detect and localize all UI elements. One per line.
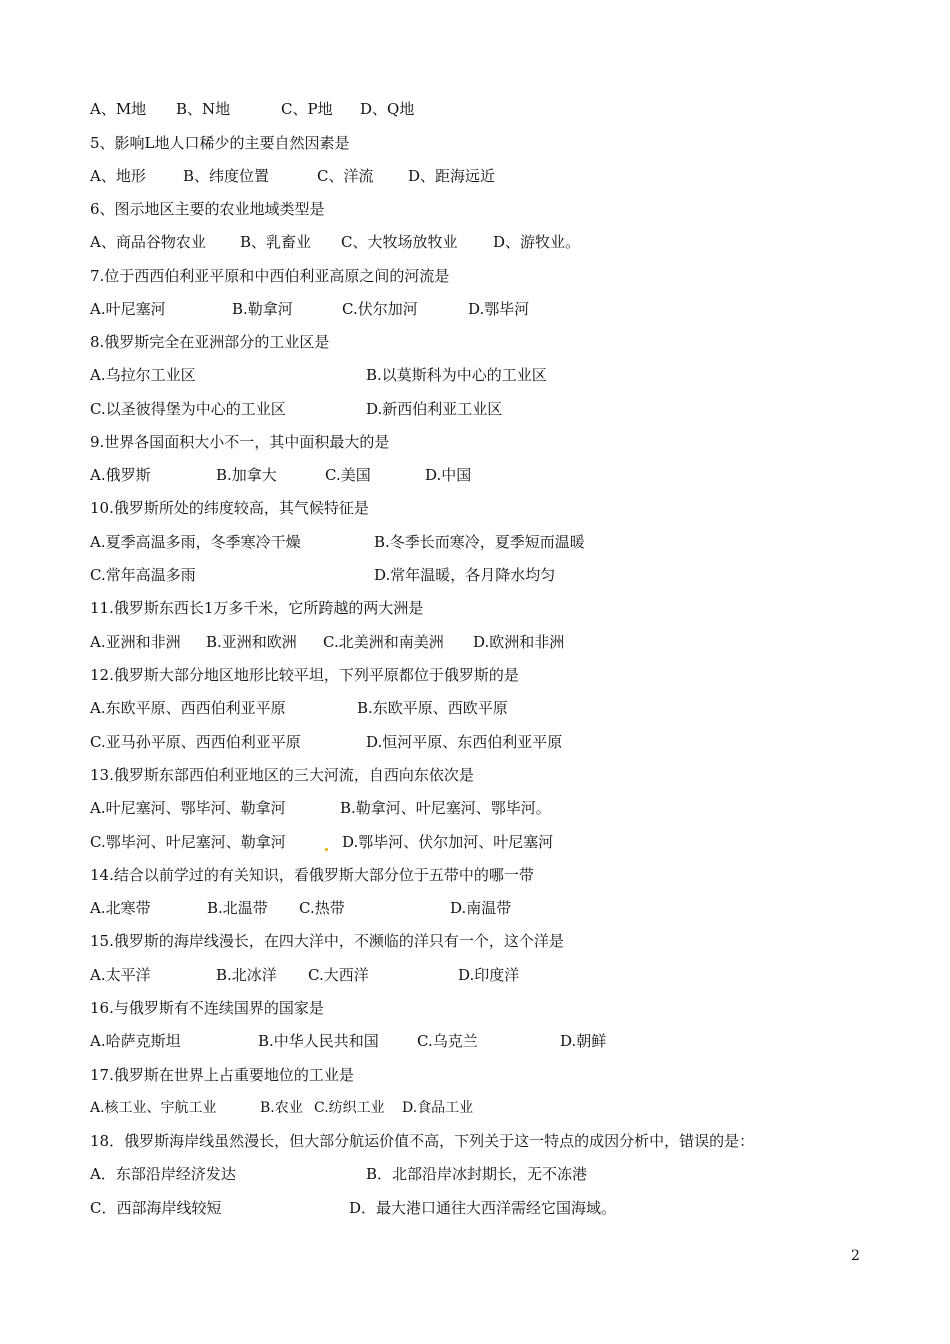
q6-stem: 6、图示地区主要的农业地域类型是	[90, 200, 325, 218]
q8-option-b: B.以莫斯科为中心的工业区	[366, 366, 547, 384]
q7-stem: 7.位于西西伯利亚平原和中西伯利亚高原之间的河流是	[90, 267, 450, 285]
q13-option-d: D.鄂毕河、伏尔加河、叶尼塞河	[342, 833, 554, 851]
q15-stem: 15.俄罗斯的海岸线漫长，在四大洋中，不濒临的洋只有一个，这个洋是	[90, 932, 564, 950]
q18-option-a: A．东部沿岸经济发达	[90, 1165, 236, 1183]
q18-option-b: B．北部沿岸冰封期长，无不冻港	[366, 1165, 588, 1183]
page-number: 2	[851, 1248, 860, 1264]
q6-option-a: A、商品谷物农业	[90, 233, 206, 251]
q13-option-c: C.鄂毕河、叶尼塞河、勒拿河	[90, 833, 286, 851]
q12-stem: 12.俄罗斯大部分地区地形比较平坦，下列平原都位于俄罗斯的是	[90, 666, 519, 684]
q16-option-b: B.中华人民共和国	[258, 1032, 379, 1050]
q13-stem: 13.俄罗斯东部西伯利亚地区的三大河流，自西向东依次是	[90, 766, 474, 784]
q6-option-c: C、大牧场放牧业	[341, 233, 458, 251]
q8-option-c: C.以圣彼得堡为中心的工业区	[90, 400, 286, 418]
q8-option-d: D.新西伯利亚工业区	[366, 400, 503, 418]
q4-option-d: D、Q地	[360, 100, 415, 118]
q14-option-d: D.南温带	[450, 899, 512, 917]
q18-stem: 18．俄罗斯海岸线虽然漫长，但大部分航运价值不高，下列关于这一特点的成因分析中，错误的是：	[90, 1132, 755, 1150]
q14-stem: 14.结合以前学过的有关知识，看俄罗斯大部分位于五带中的哪一带	[90, 866, 534, 884]
q11-option-b: B.亚洲和欧洲	[206, 633, 297, 651]
q5-option-a: A、地形	[90, 167, 146, 185]
q7-option-d: D.鄂毕河	[468, 300, 530, 318]
q8-stem: 8.俄罗斯完全在亚洲部分的工业区是	[90, 333, 330, 351]
q8-option-a: A.乌拉尔工业区	[90, 366, 196, 384]
q11-option-a: A.亚洲和非洲	[90, 633, 181, 651]
q13-option-b: B.勒拿河、叶尼塞河、鄂毕河。	[340, 799, 551, 817]
q14-option-b: B.北温带	[207, 899, 268, 917]
q17-option-d: D.食品工业	[402, 1100, 474, 1116]
q17-stem: 17.俄罗斯在世界上占重要地位的工业是	[90, 1066, 354, 1084]
ink-dot-mark	[325, 848, 328, 851]
q4-option-a: A、M地	[90, 100, 147, 118]
q4-option-b: B、N地	[176, 100, 231, 118]
q5-option-b: B、纬度位置	[183, 167, 270, 185]
q18-option-d: D．最大港口通往大西洋需经它国海域。	[349, 1199, 617, 1217]
q7-option-a: A.叶尼塞河	[90, 300, 166, 318]
q7-option-c: C.伏尔加河	[342, 300, 418, 318]
q13-option-a: A.叶尼塞河、鄂毕河、勒拿河	[90, 799, 286, 817]
q15-option-d: D.印度洋	[458, 966, 520, 984]
q17-option-c: C.纺织工业	[314, 1100, 385, 1116]
q17-option-b: B.农业	[260, 1100, 303, 1116]
q17-option-a: A.核工业、宇航工业	[90, 1100, 217, 1116]
q10-option-d: D.常年温暖，各月降水均匀	[374, 566, 556, 584]
q10-option-a: A.夏季高温多雨，冬季寒冷干燥	[90, 533, 301, 551]
q6-option-b: B、乳畜业	[240, 233, 312, 251]
q16-stem: 16.与俄罗斯有不连续国界的国家是	[90, 999, 324, 1017]
q18-option-c: C．西部海岸线较短	[90, 1199, 222, 1217]
q10-option-c: C.常年高温多雨	[90, 566, 196, 584]
q14-option-c: C.热带	[299, 899, 345, 917]
q15-option-b: B.北冰洋	[216, 966, 277, 984]
q15-option-c: C.大西洋	[308, 966, 369, 984]
q9-stem: 9.世界各国面积大小不一，其中面积最大的是	[90, 433, 390, 451]
q12-option-c: C.亚马孙平原、西西伯利亚平原	[90, 733, 301, 751]
q12-option-a: A.东欧平原、西西伯利亚平原	[90, 699, 286, 717]
q4-option-c: C、P地	[281, 100, 333, 118]
q9-option-a: A.俄罗斯	[90, 466, 151, 484]
q12-option-d: D.恒河平原、东西伯利亚平原	[366, 733, 563, 751]
q5-option-d: D、距海远近	[408, 167, 496, 185]
q16-option-d: D.朝鲜	[560, 1032, 607, 1050]
q9-option-d: D.中国	[425, 466, 472, 484]
q10-stem: 10.俄罗斯所处的纬度较高，其气候特征是	[90, 499, 369, 517]
q5-stem: 5、影响L地人口稀少的主要自然因素是	[90, 134, 350, 152]
q14-option-a: A.北寒带	[90, 899, 151, 917]
q9-option-c: C.美国	[325, 466, 371, 484]
q12-option-b: B.东欧平原、西欧平原	[357, 699, 508, 717]
q16-option-c: C.乌克兰	[417, 1032, 478, 1050]
q10-option-b: B.冬季长而寒冷，夏季短而温暖	[374, 533, 585, 551]
q16-option-a: A.哈萨克斯坦	[90, 1032, 181, 1050]
q11-option-d: D.欧洲和非洲	[473, 633, 565, 651]
q6-option-d: D、游牧业。	[493, 233, 581, 251]
q15-option-a: A.太平洋	[90, 966, 151, 984]
q7-option-b: B.勒拿河	[232, 300, 293, 318]
q5-option-c: C、洋流	[317, 167, 374, 185]
q11-option-c: C.北美洲和南美洲	[323, 633, 444, 651]
q11-stem: 11.俄罗斯东西长1万多千米，它所跨越的两大洲是	[90, 599, 424, 617]
q9-option-b: B.加拿大	[216, 466, 277, 484]
